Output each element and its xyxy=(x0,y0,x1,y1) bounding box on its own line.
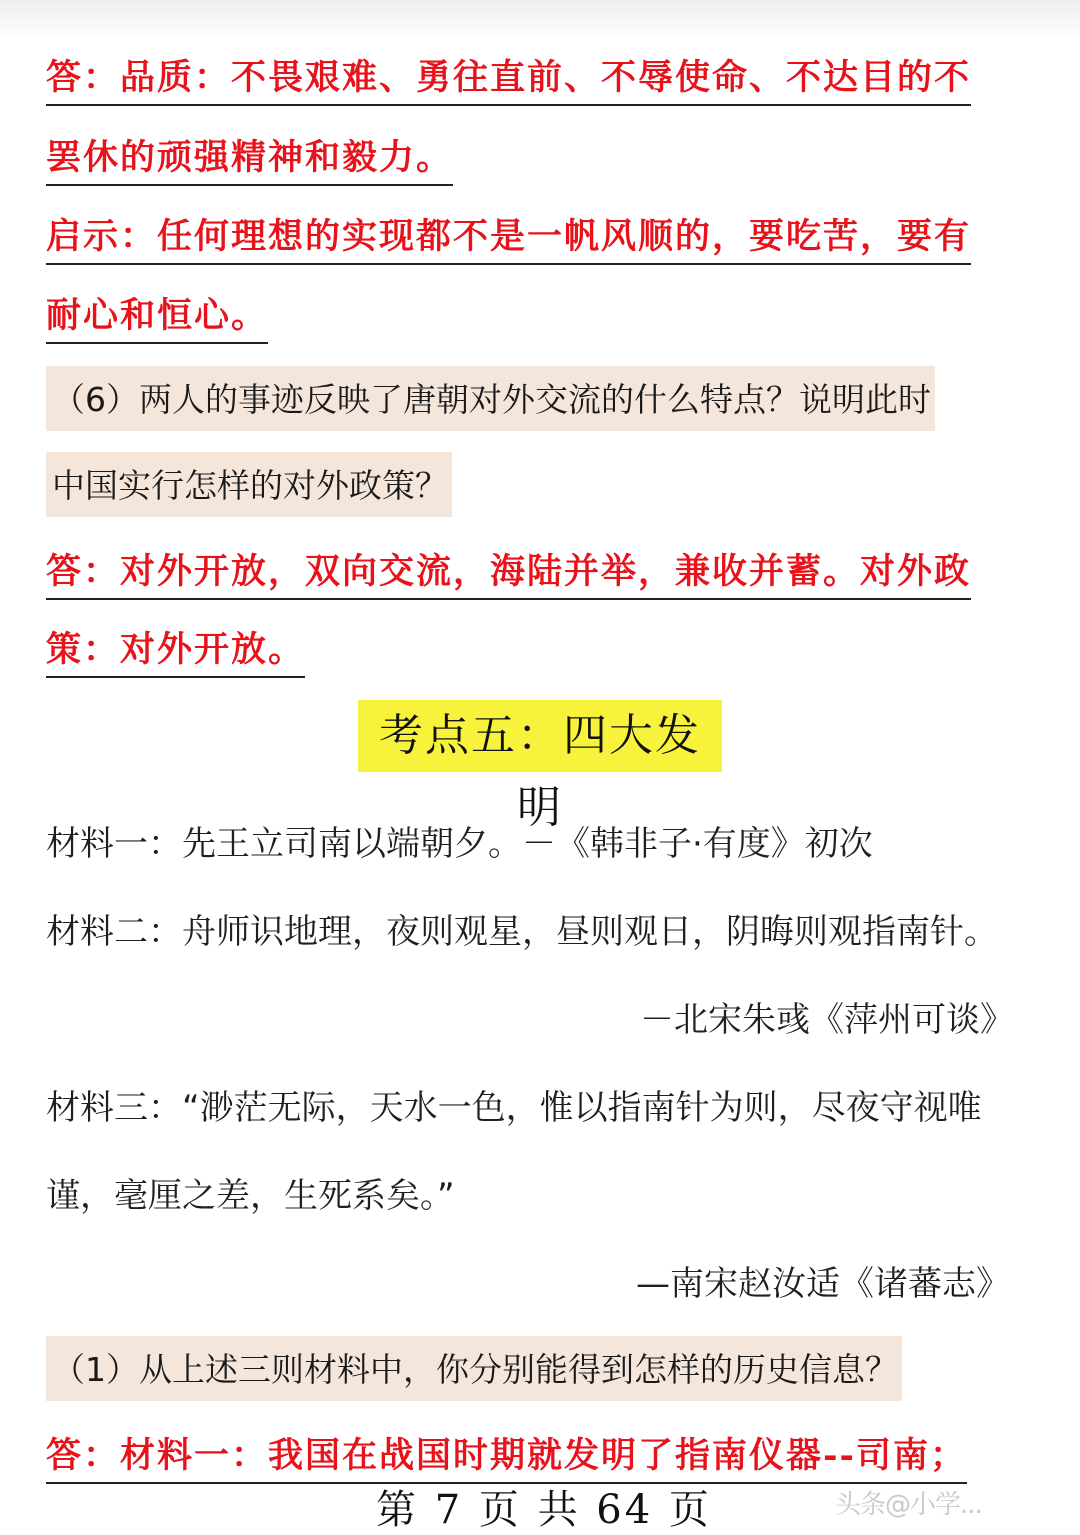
answer-6-line2: 策：对外开放。 xyxy=(46,622,305,678)
section-heading: 考点五：四大发明 xyxy=(358,700,722,772)
question-1: （1）从上述三则材料中，你分别能得到怎样的历史信息？ xyxy=(46,1336,902,1401)
watermark: 头条@小学... xyxy=(835,1490,982,1520)
top-shadow xyxy=(0,0,1080,40)
material-2-source: －北宋朱彧《萍州可谈》 xyxy=(640,1000,1014,1040)
material-3-source: —南宋赵汝适《诸蕃志》 xyxy=(636,1264,1010,1304)
answer-insight-line1: 启示：任何理想的实现都不是一帆风顺的，要吃苦，要有 xyxy=(46,209,971,265)
question-6-line1: （6）两人的事迹反映了唐朝对外交流的什么特点？说明此时 xyxy=(46,366,935,431)
question-6-line2: 中国实行怎样的对外政策？ xyxy=(46,452,452,517)
material-2: 材料二：舟师识地理，夜则观星，昼则观日，阴晦则观指南针。 xyxy=(46,912,998,952)
answer-quality-line2: 罢休的顽强精神和毅力。 xyxy=(46,130,453,186)
material-1: 材料一：先王立司南以端朝夕。－《韩非子·有度》初次 xyxy=(46,824,873,864)
material-3-line2: 谨，毫厘之差，生死系矣。” xyxy=(46,1176,455,1216)
material-3-line1: 材料三：“渺茫无际，天水一色，惟以指南针为则，尽夜守视唯 xyxy=(46,1088,982,1128)
answer-6-line1: 答：对外开放，双向交流，海陆并举，兼收并蓄。对外政 xyxy=(46,544,971,600)
page-number: 第 7 页 共 64 页 xyxy=(376,1487,712,1533)
answer-1-line1: 答：材料一：我国在战国时期就发明了指南仪器--司南； xyxy=(46,1428,967,1484)
answer-insight-line2: 耐心和恒心。 xyxy=(46,288,268,344)
answer-quality-line1: 答：品质：不畏艰难、勇往直前、不辱使命、不达目的不 xyxy=(46,50,971,106)
